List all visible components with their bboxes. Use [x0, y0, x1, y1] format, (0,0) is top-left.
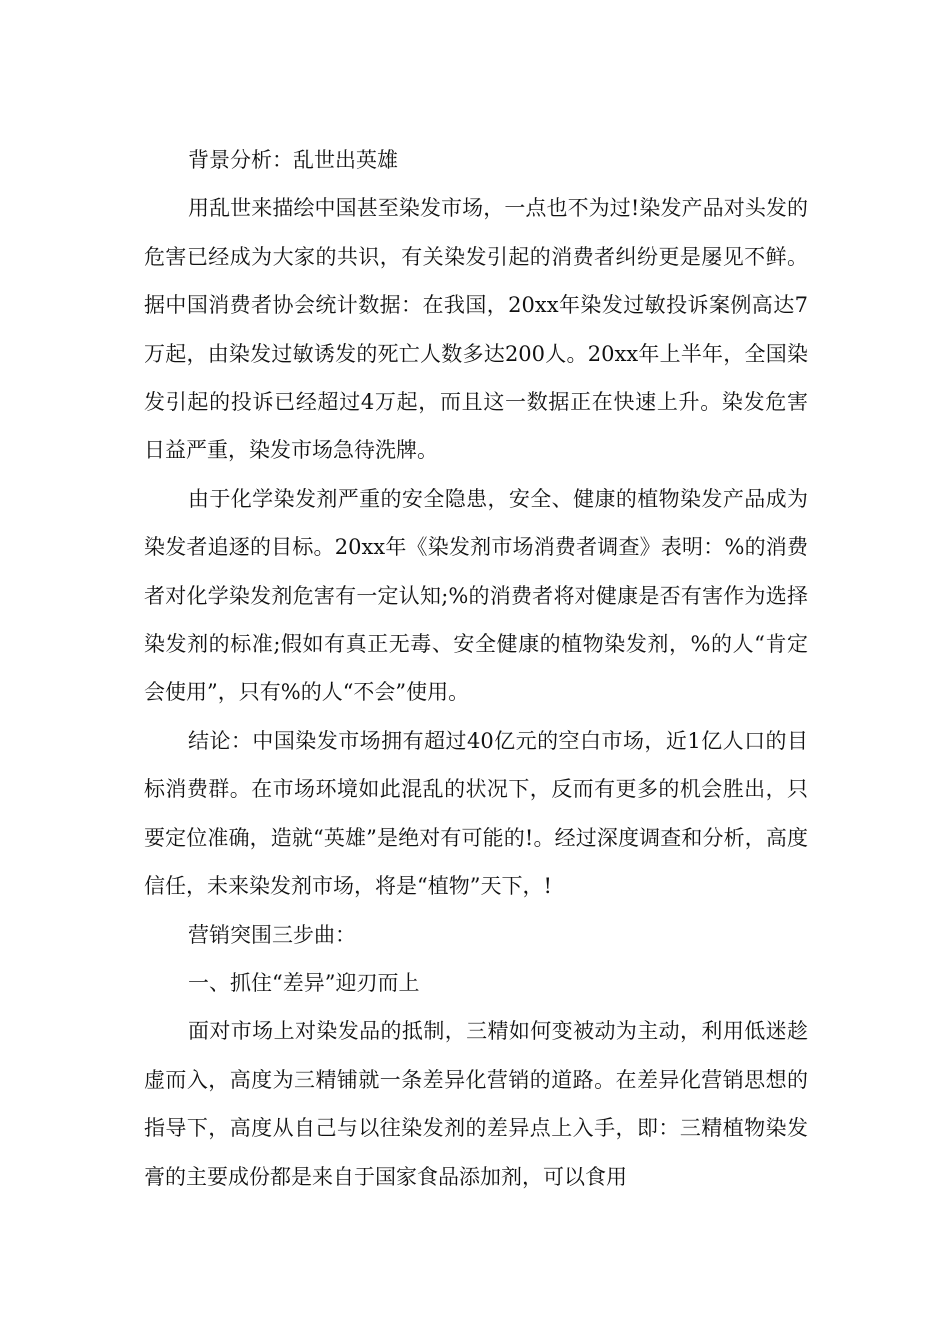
paragraph-plant-dye-demand: 由于化学染发剂严重的安全隐患，安全、健康的植物染发产品成为染发者追逐的目标。20xx年《染发剂市场消费者调查》表明：%的消费者对化学染发剂危害有一定认知;%的消费者将对健康是否有害作为选择染发剂的标准;假如有真正无毒、安全健康的植物染发剂，%的人“肯定会使用”，只有%的人“不会”使用。: [144, 486, 808, 705]
section-heading-three-steps: 营销突围三步曲：: [188, 922, 356, 947]
document-body: [144, 136, 808, 1201]
paragraph-differentiation: 面对市场上对染发品的抵制，三精如何变被动为主动，利用低迷趁虚而入，高度为三精铺就一条差异化营销的道路。在差异化营销思想的指导下，高度从自己与以往染发剂的差异点上入手，即：三精植物染发膏的主要成份都是来自于国家食品添加剂，可以食用: [144, 1019, 808, 1189]
section-heading-background: 背景分析：乱世出英雄: [188, 148, 398, 172]
paragraph-conclusion: 结论：中国染发市场拥有超过40亿元的空白市场，近1亿人口的目标消费群。在市场环境如此混乱的状况下，反而有更多的机会胜出，只要定位准确，造就“英雄”是绝对有可能的!。经过深度调查和分析，高度信任，未来染发剂市场，将是“植物”天下，!: [144, 728, 808, 899]
section-heading-step-one: 一、抓住“差异”迎刃而上: [188, 970, 420, 995]
paragraph-market-chaos: 用乱世来描绘中国甚至染发市场，一点也不为过!染发产品对头发的危害已经成为大家的共识，有关染发引起的消费者纠纷更是屡见不鲜。据中国消费者协会统计数据：在我国，20xx年染发过敏投诉案例高达7万起，由染发过敏诱发的死亡人数多达200人。20xx年上半年，全国染发引起的投诉已经超过4万起，而且这一数据正在快速上升。染发危害日益严重，染发市场急待洗牌。: [144, 196, 808, 463]
